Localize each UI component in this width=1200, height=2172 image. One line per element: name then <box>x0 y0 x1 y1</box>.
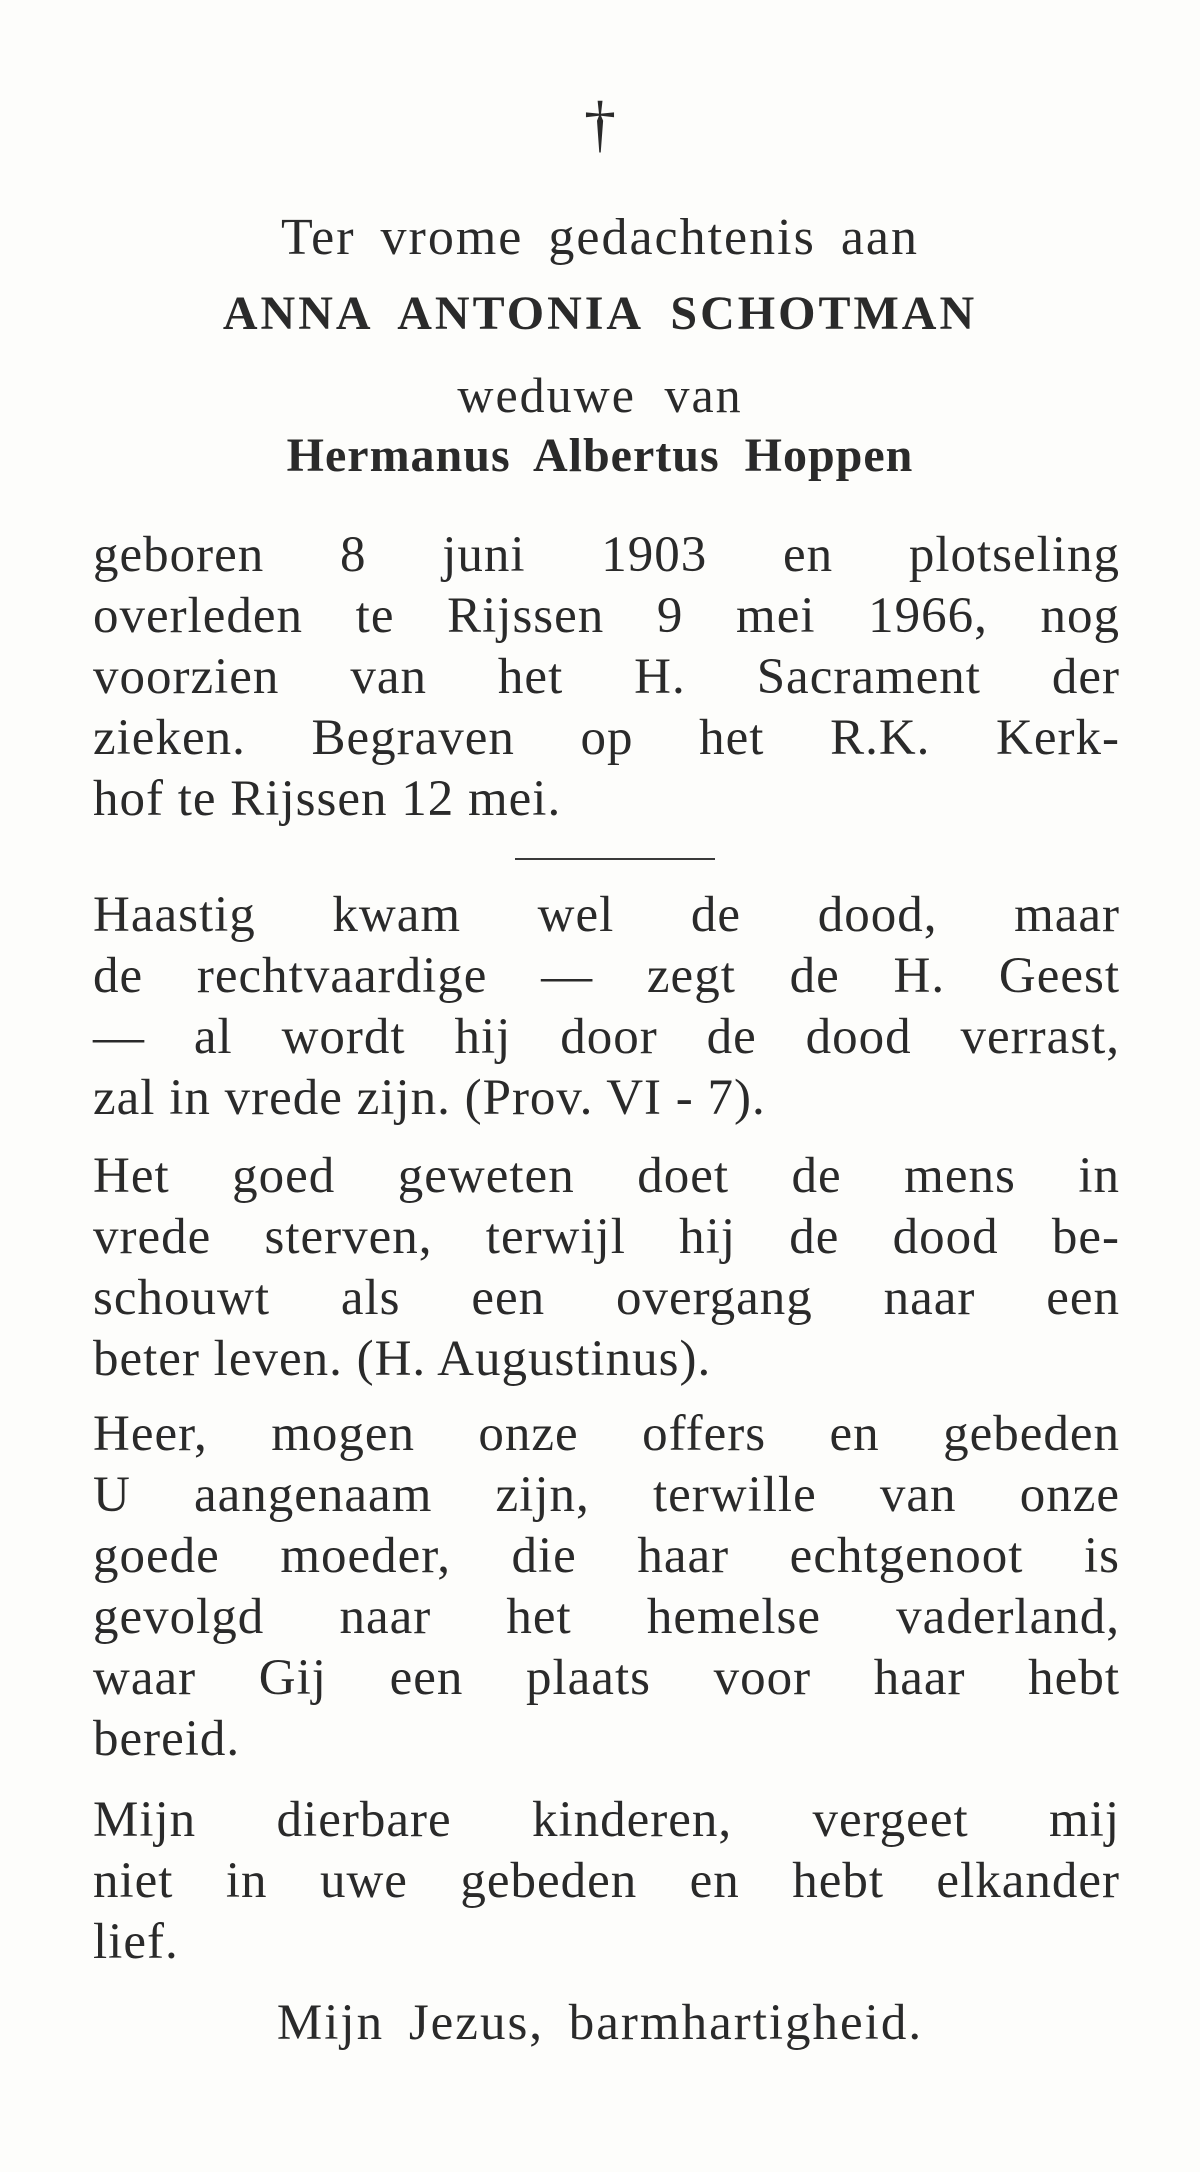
augustinus-paragraph <box>93 1146 1120 1390</box>
paragraph-line: vrede sterven, terwijl hij de dood be- <box>93 1209 1120 1265</box>
husband-name: Hermanus Albertus Hoppen <box>286 429 914 482</box>
paragraph-line: U aangenaam zijn, terwille van onze <box>93 1467 1120 1523</box>
scripture-paragraph <box>93 885 1120 1129</box>
biography-paragraph <box>93 525 1120 830</box>
paragraph-line: de rechtvaardige — zegt de H. Geest <box>93 948 1120 1004</box>
paragraph-line: niet in uwe gebeden en hebt elkander <box>93 1853 1120 1909</box>
paragraph-line: beter leven. (H. Augustinus). <box>93 1331 712 1387</box>
section-divider <box>515 858 715 860</box>
deceased-name: ANNA ANTONIA SCHOTMAN <box>222 287 978 340</box>
intro-text: Ter vrome gedachtenis aan <box>281 209 919 266</box>
paragraph-line: zal in vrede zijn. (Prov. VI - 7). <box>93 1070 766 1126</box>
bio-line: geboren 8 juni 1903 en plotseling <box>93 527 1120 583</box>
widow-of-text: weduwe van <box>457 367 743 423</box>
paragraph-line: lief. <box>93 1914 179 1970</box>
cross-icon: † <box>584 88 616 159</box>
bio-line: hof te Rijssen 12 mei. <box>93 771 562 827</box>
children-paragraph <box>93 1790 1120 1973</box>
paragraph-line: — al wordt hij door de dood verrast, <box>93 1009 1120 1065</box>
bio-line: voorzien van het H. Sacrament der <box>93 649 1120 705</box>
paragraph-line: gevolgd naar het hemelse vaderland, <box>93 1589 1120 1645</box>
paragraph-line: Het goed geweten doet de mens in <box>93 1148 1120 1204</box>
paragraph-line: Mijn dierbare kinderen, vergeet mij <box>93 1792 1120 1848</box>
paragraph-line: Heer, mogen onze offers en gebeden <box>93 1406 1120 1462</box>
prayer-paragraph <box>93 1404 1120 1770</box>
paragraph-line: bereid. <box>93 1711 241 1767</box>
closing-prayer: Mijn Jezus, barmhartigheid. <box>276 1995 924 2051</box>
paragraph-line: Haastig kwam wel de dood, maar <box>93 887 1120 943</box>
paragraph-line: waar Gij een plaats voor haar hebt <box>93 1650 1120 1706</box>
bio-line: overleden te Rijssen 9 mei 1966, nog <box>93 588 1120 644</box>
paragraph-line: goede moeder, die haar echtgenoot is <box>93 1528 1120 1584</box>
paragraph-line: schouwt als een overgang naar een <box>93 1270 1120 1326</box>
bio-line: zieken. Begraven op het R.K. Kerk- <box>93 710 1120 766</box>
